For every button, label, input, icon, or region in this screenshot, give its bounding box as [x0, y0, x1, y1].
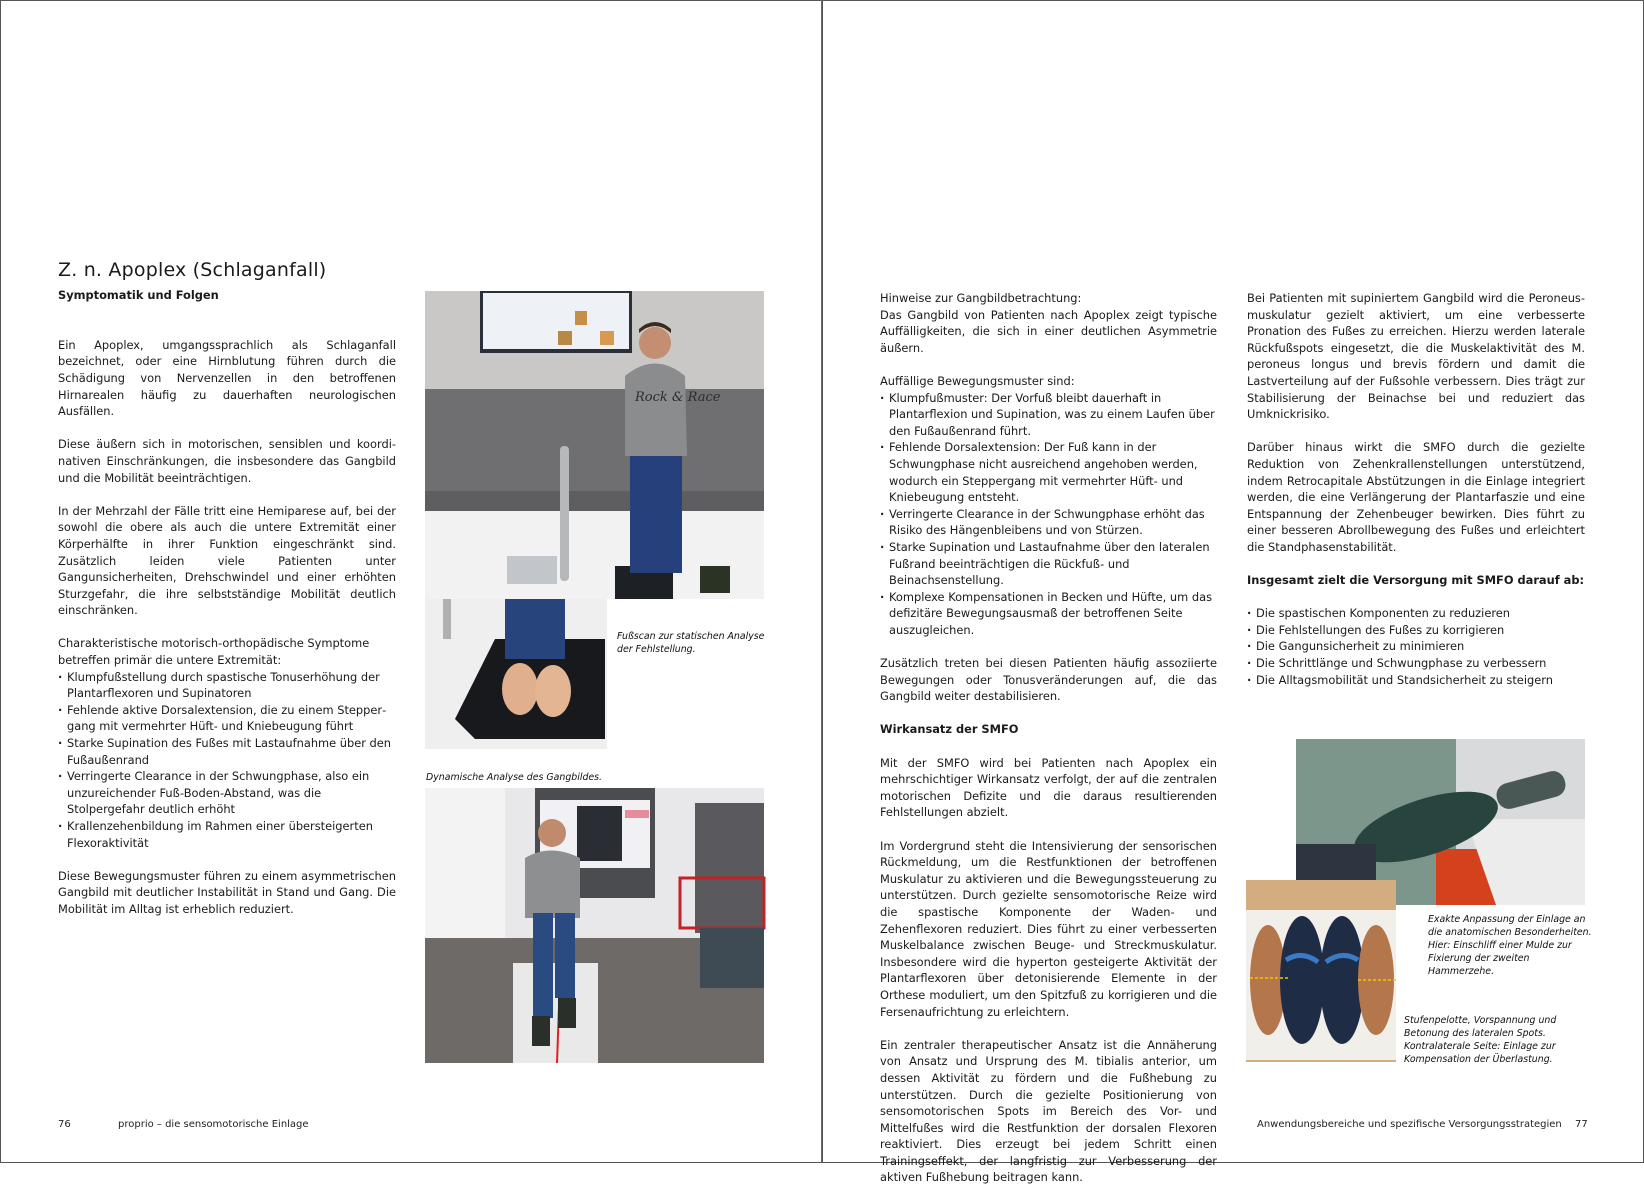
goals-list — [1247, 605, 1585, 688]
list-item: · Die Fehlstellungen des Fußes zu korrigieren — [1247, 622, 1585, 639]
list-item: · Die Schrittlänge und Schwungphase zu verbessern — [1247, 655, 1585, 672]
left-text-column — [58, 287, 396, 934]
goals-heading: Insgesamt zielt die Versorgung mit SMFO darauf ab: — [1247, 573, 1585, 588]
photo-standing-footscan-image — [425, 291, 764, 599]
photo-standing-footscan — [425, 291, 764, 599]
section-heading-symptoms: Symptomatik und Folgen — [58, 288, 219, 302]
right-text-column-1 — [880, 290, 1217, 1185]
list-item: · Klumpfußstellung durch spastische Tonuserhöhung der Plantarflexoren und Supinatoren — [58, 669, 396, 702]
section-heading-smfo: Wirkansatz der SMFO — [880, 722, 1019, 737]
photo-insoles-comparison-image — [1246, 880, 1396, 1062]
gait-intro-label: Hinweise zur Gangbildbetrachtung: — [880, 291, 1082, 305]
patterns-intro: Auffällige Bewegungsmuster sind: — [880, 373, 1075, 388]
paragraph: Diese äußern sich in motorischen, sensiblen und koordinativen Einschränkungen, die insbesondere das Gangbild und die Mobilität beeinträchtigen. — [58, 437, 396, 485]
symptoms-intro: Charakteristische motorisch-orthopädische Symptome betreffen primär die untere Extremität: — [58, 636, 370, 668]
list-item: · Fehlende Dorsalextension: Der Fuß kann in der Schwungphase nicht ausreichend angehoben werden, wodurch ein Steppergang mit vermehrter Hüft- und Kniebeugung entsteht. — [880, 439, 1217, 505]
chapter-title: Z. n. Apoplex (Schlaganfall) — [58, 258, 327, 281]
list-item: · Verringerte Clearance in der Schwungphase, also ein unzureichender Fuß-Boden-Abstand, was die Stolpergefahr deutlich erhöht — [58, 768, 396, 818]
paragraph: Ein Apoplex, umgangssprachlich als Schlaganfall bezeichnet, oder eine Hirnblutung führen durch die Schädigung von Nervenzellen in den betroffenen Hirnarealen häufig zu dauerhaften neurologischen Ausfällen. — [58, 337, 396, 419]
running-title-right: Anwendungsbereiche und spezifische Versorgungsstrategien — [1257, 1119, 1562, 1130]
photo-footscan-closeup — [425, 599, 607, 749]
page-number-right: 77 — [1575, 1119, 1588, 1130]
caption-insole-grinding: Exakte Anpassung der Einlage an die anatomischen Besonderheiten. Hier: Einschliff einer Mulde zur Fixierung der zweiten Hammerzehe. — [1428, 914, 1592, 977]
list-item: · Starke Supination und Lastaufnahme über den lateralen Fußrand beeinträchtigen die Rückfuß- und Beinachsenstellung. — [880, 539, 1217, 589]
list-item: · Starke Supination des Fußes mit Lastaufnahme über den Fußaußenrand — [58, 735, 396, 768]
caption-footscan: Fußscan zur statischen Analyse der Fehlstellung. — [617, 631, 765, 655]
photo-footscan-closeup-image — [425, 599, 607, 749]
paragraph: Ein zentraler therapeutischer Ansatz ist die Annäherung von Ansatz und Ursprung des M. tibialis anterior, um dessen Aktivität zu fördern und die Fußhebung zu unterstützen. Durch die gezielte Positionierung von sensomotorischen Spots im Bereich des Vor- und Mittelfußes wird die Restfunktion der dorsalen Flexoren reaktiviert. Dies erzeugt bei jedem Schritt einen Trainingseffekt, der langfristig zur Verbesserung der aktiven Fußhebung beitragen kann. — [880, 1037, 1217, 1185]
paragraph: In der Mehrzahl der Fälle tritt eine Hemiparese auf, bei der sowohl die obere als auch die untere Extremität einer Körperhälfte in ihrer Funktion eingeschränkt sind. Zusätzlich leiden viele Patienten unter Gangunsicherheiten, Drehschwindel und einer erhöhten Sturzgefahr, die ihre selbstständige Mobilität deutlich einschränken. — [58, 503, 396, 618]
photo-dynamic-gait-analysis-image — [425, 788, 764, 1063]
photo-insoles-comparison — [1246, 880, 1396, 1062]
gait-intro: Das Gangbild von Patienten nach Apoplex zeigt typische Auffälligkeiten, die sich in einer deutlichen Asymmetrie äußern. — [880, 307, 1217, 355]
caption-insoles-comparison: Stufenpelotte, Vorspannung und Betonung des lateralen Spots. Kontralaterale Seite: Einlage zur Kompensation der Überlastung. — [1404, 1015, 1557, 1065]
list-item: · Fehlende aktive Dorsalextension, die zu einem Steppergang mit vermehrter Hüft- und Kniebeugung führt — [58, 702, 396, 735]
paragraph: Bei Patienten mit supiniertem Gangbild wird die Peroneusmuskulatur gezielt aktiviert, um eine verbesserte Pronation des Fußes zu erreichen. Hierzu werden laterale Rückfußspots eingesetzt, die die Muskelaktivität des M. peroneus longus und brevis fördern und damit die Lastverteilung auf der Fußsohle verbessern. Dies trägt zur Stabilisierung der Beinachse bei und reduziert das Umknickrisiko. — [1247, 291, 1585, 422]
caption-dynamic-analysis: Dynamische Analyse des Gangbildes. — [426, 772, 603, 783]
list-item: · Die Gangunsicherheit zu minimieren — [1247, 638, 1585, 655]
list-item: · Verringerte Clearance in der Schwungphase erhöht das Risiko des Hängenbleibens und von Stürzen. — [880, 506, 1217, 539]
page-spine — [821, 0, 822, 1163]
list-item: · Die Alltagsmobilität und Standsicherheit zu steigern — [1247, 672, 1585, 689]
list-item: · Krallenzehenbildung im Rahmen einer übersteigerten Flexoraktivität — [58, 818, 396, 851]
paragraph: Darüber hinaus wirkt die SMFO durch die gezielte Reduktion von Zehenkrallenstellungen unterstützend, indem Retrocapitale Abstützungen in die Einlage integriert werden, die eine Verlängerung der Plantarfaszie und eine Entspannung der Zehenbeuger bewirken. Dies führt zu einer besseren Abrollbewegung des Fußes und erleichtert die Standphasenstabilität. — [1247, 440, 1585, 554]
list-item: · Die spastischen Komponenten zu reduzieren — [1247, 605, 1585, 622]
paragraph-closing: Diese Bewegungsmuster führen zu einem asymmetrischen Gangbild mit deutlicher Instabilität in Stand und Gang. Die Mobilität im Alltag ist erheblich reduziert. — [58, 868, 396, 916]
list-item: · Komplexe Kompensationen in Becken und Hüfte, um das defizitäre Bewegungsausmaß der betroffenen Seite auszugleichen. — [880, 589, 1217, 639]
paragraph-associated: Zusätzlich treten bei diesen Patienten häufig assoziierte Bewegungen oder Tonusveränderungen auf, die das Gangbild weiter destabilisieren. — [880, 656, 1217, 704]
symptoms-list — [58, 669, 396, 852]
page-number-left: 76 — [58, 1119, 71, 1130]
right-text-column-2 — [1247, 290, 1585, 705]
paragraph: Mit der SMFO wird bei Patienten nach Apoplex ein mehrschichtiger Wirkansatz verfolgt, der auf die zentralen motorischen Defizite und die daraus resultierenden Fehlstellungen abzielt. — [880, 755, 1217, 820]
running-title-left: proprio – die sensomotorische Einlage — [118, 1119, 309, 1130]
paragraph: Im Vordergrund steht die Intensivierung der sensorischen Rückmeldung, um die Restfunktionen der betroffenen Muskulatur zu aktivieren und die Bewegungssteuerung zu unterstützen. Durch gezielte sensomotorische Reize wird die spastische Komponente der Waden- und Zehenflexoren reduziert. Dies führt zu einer verbesserten Muskelbalance zwischen Beuge- und Streckmuskulatur. Insbesondere wird die hyperton gesteigerte Aktivität der Plantarflexoren über detonisierende Elemente in der Orthese moduliert, um den Spitzfuß zu korrigieren und die Fersenaufrichtung zu erleichtern. — [880, 838, 1217, 1019]
photo-dynamic-gait-analysis — [425, 788, 764, 1063]
shirt-print-text: Rock & Race — [635, 390, 721, 405]
patterns-list — [880, 390, 1217, 639]
list-item: · Klumpfußmuster: Der Vorfuß bleibt dauerhaft in Plantarflexion und Supination, was zu einem Laufen über den Fußaußenrand führt. — [880, 390, 1217, 440]
